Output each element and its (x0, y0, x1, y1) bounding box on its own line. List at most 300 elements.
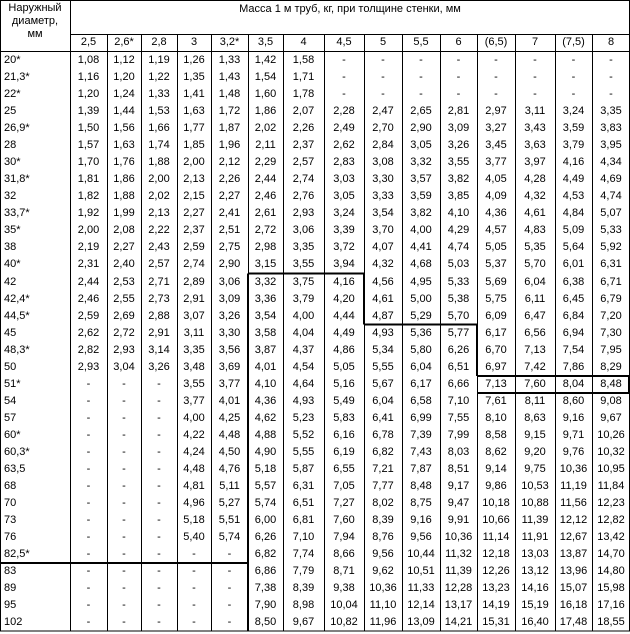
mass-cell: 1,88 (148, 156, 170, 169)
thickness-header: 2,5 (80, 36, 97, 48)
mass-cell: 11,39 (445, 565, 472, 578)
mass-cell: 1,76 (113, 156, 135, 169)
mass-cell: 5,35 (524, 241, 546, 254)
mass-cell: 6,04 (524, 275, 546, 288)
mass-cell: - (456, 54, 461, 66)
mass-cell: 3,94 (333, 258, 355, 271)
mass-cell: 10,44 (407, 548, 435, 561)
mass-cell: 2,91 (183, 292, 205, 305)
mass-cell: 3,77 (183, 394, 205, 407)
mass-cell: 1,86 (113, 173, 135, 186)
mass-cell: 3,69 (218, 360, 241, 373)
mass-cell: 9,71 (562, 428, 585, 441)
diameter-cell: 102 (4, 616, 23, 629)
mass-cell: 4,62 (254, 411, 277, 424)
diameter-cell: 82,5* (4, 548, 30, 561)
mass-cell: 2,27 (113, 241, 135, 254)
mass-cell: - (122, 462, 126, 475)
mass-cell: 2,47 (372, 105, 394, 118)
mass-cell: 2,22 (148, 224, 170, 237)
mass-cell: - (227, 599, 232, 612)
mass-cell: - (227, 582, 232, 595)
mass-cell: 9,56 (410, 531, 432, 544)
mass-cell: 4,09 (485, 190, 507, 203)
mass-cell: 4,61 (372, 292, 394, 305)
mass-cell: 8,48 (410, 480, 432, 492)
mass-cell: 4,28 (524, 173, 546, 186)
mass-cell: - (342, 71, 346, 84)
mass-cell: 3,27 (485, 122, 507, 135)
mass-cell: - (122, 616, 126, 629)
mass-cell: 9,76 (562, 445, 585, 458)
diameter-cell: 22* (4, 88, 21, 101)
mass-cell: 6,04 (372, 394, 394, 407)
mass-cell: 8,75 (410, 497, 432, 510)
mass-cell: 7,94 (333, 531, 355, 544)
mass-cell: 15,98 (597, 582, 625, 595)
mass-cell: 2,07 (292, 105, 315, 118)
mass-cell: 3,77 (485, 156, 507, 169)
mass-cell: 4,01 (218, 394, 241, 407)
mass-cell: 7,99 (447, 428, 470, 441)
mass-cell: 3,11 (524, 105, 546, 118)
mass-cell: 1,12 (113, 54, 135, 66)
mass-cell: 7,60 (333, 514, 355, 527)
mass-cell: 16,40 (521, 616, 549, 629)
mass-cell: 4,96 (183, 497, 205, 510)
mass-cell: - (122, 497, 126, 510)
mass-cell: 2,75 (218, 241, 241, 254)
mass-cell: 7,42 (524, 360, 546, 373)
mass-cell: 2,27 (183, 207, 205, 220)
mass-cell: 11,84 (597, 480, 625, 492)
thickness-header: 4,5 (336, 36, 352, 48)
mass-cell: 5,18 (254, 462, 277, 475)
mass-cell: 3,43 (524, 122, 546, 135)
mass-cell: 1,50 (77, 122, 100, 135)
mass-cell: 5,64 (562, 241, 585, 254)
mass-cell: 7,55 (447, 411, 470, 424)
mass-cell: 3,26 (447, 139, 470, 152)
mass-cell: 3,06 (292, 224, 315, 237)
mass-cell: - (86, 531, 91, 544)
diameter-cell: 31,8* (4, 173, 30, 186)
mass-cell: 4,76 (218, 462, 241, 475)
mass-cell: 2,93 (113, 343, 135, 356)
diameter-cell: 73 (4, 514, 17, 527)
mass-cell: 2,00 (183, 156, 205, 169)
mass-cell: 3,83 (600, 122, 622, 135)
mass-cell: - (571, 88, 576, 101)
mass-cell: 14,80 (597, 565, 625, 578)
mass-cell: 4,48 (183, 462, 205, 475)
mass-cell: 1,63 (113, 139, 135, 152)
mass-cell: 4,32 (524, 190, 546, 203)
mass-cell: 7,10 (447, 394, 470, 407)
mass-cell: 1,57 (77, 139, 100, 152)
mass-cell: 5,33 (447, 275, 470, 288)
diameter-cell: 25 (4, 105, 17, 118)
mass-cell: - (122, 428, 126, 441)
mass-cell: - (157, 531, 161, 544)
mass-cell: 2,90 (218, 258, 241, 271)
mass-cell: 3,58 (254, 326, 277, 339)
mass-cell: 4,00 (183, 411, 205, 424)
mass-cell: 1,26 (183, 54, 205, 66)
mass-cell: 10,82 (330, 616, 358, 629)
mass-cell: 3,79 (562, 139, 585, 152)
mass-cell: 1,86 (254, 105, 277, 118)
mass-cell: - (157, 599, 161, 612)
mass-cell: 4,04 (292, 326, 315, 339)
mass-cell: 6,38 (562, 275, 585, 288)
mass-cell: - (86, 480, 91, 492)
mass-cell: 5,11 (219, 480, 240, 492)
mass-cell: 12,14 (407, 599, 435, 612)
mass-cell: 3,09 (218, 292, 241, 305)
mass-cell: 5,05 (485, 241, 507, 254)
mass-cell: 7,13 (485, 377, 507, 390)
mass-cell: 5,70 (447, 309, 470, 322)
mass-cell: 2,72 (254, 224, 277, 237)
mass-cell: 9,08 (600, 394, 622, 407)
diameter-cell: 54 (4, 394, 17, 407)
mass-cell: - (86, 462, 91, 475)
mass-cell: 5,07 (600, 207, 622, 220)
mass-cell: 8,02 (372, 497, 394, 510)
mass-cell: 1,58 (292, 54, 315, 66)
mass-cell: 2,93 (77, 360, 100, 373)
mass-cell: 8,04 (562, 377, 585, 390)
diameter-cell: 48,3* (4, 343, 30, 356)
mass-cell: 4,56 (372, 275, 394, 288)
mass-cell: 5,16 (333, 377, 355, 390)
mass-cell: - (122, 599, 126, 612)
mass-cell: 1,85 (183, 139, 205, 152)
mass-cell: 3,82 (447, 173, 470, 186)
mass-cell: 10,36 (559, 462, 588, 475)
mass-cell: 2,08 (113, 224, 135, 237)
mass-cell: 3,14 (148, 343, 170, 356)
diameter-cell: 50 (4, 360, 17, 373)
mass-cell: 4,64 (292, 377, 315, 390)
mass-cell: 5,49 (333, 394, 355, 407)
mass-cell: 1,72 (218, 105, 241, 118)
mass-cell: - (192, 548, 196, 561)
mass-cell: 3,35 (600, 105, 622, 118)
mass-cell: 15,19 (521, 599, 549, 612)
mass-cell: 1,87 (218, 122, 241, 135)
mass-cell: 3,30 (372, 173, 394, 186)
mass-cell: 11,14 (482, 531, 510, 544)
mass-cell: 3,06 (218, 275, 241, 288)
mass-cell: 6,01 (562, 258, 585, 271)
mass-cell: 2,28 (333, 105, 355, 118)
mass-cell: 6,31 (292, 480, 315, 492)
mass-cell: 5,37 (485, 258, 507, 271)
mass-cell: 3,59 (562, 122, 585, 135)
mass-cell: 3,07 (183, 309, 205, 322)
mass-cell: 1,82 (77, 190, 100, 203)
mass-cell: 11,56 (560, 497, 587, 510)
mass-cell: 4,74 (600, 190, 622, 203)
mass-cell: 3,82 (410, 207, 432, 220)
mass-cell: 9,62 (372, 565, 394, 578)
mass-cell: 1,33 (148, 88, 170, 101)
mass-cell: 4,68 (410, 258, 432, 271)
mass-cell: 6,78 (372, 428, 394, 441)
mass-cell: 11,91 (521, 531, 549, 544)
mass-cell: 1,35 (183, 71, 205, 84)
mass-cell: - (419, 71, 423, 84)
mass-cell: 10,53 (521, 480, 549, 492)
mass-cell: 3,35 (292, 241, 315, 254)
mass-cell: 5,09 (562, 224, 585, 237)
mass-cell: 2,00 (148, 173, 170, 186)
mass-cell: 13,12 (521, 565, 549, 578)
mass-cell: 7,21 (372, 462, 394, 475)
mass-cell: 2,15 (183, 190, 205, 203)
mass-cell: - (609, 71, 613, 84)
thickness-header: 2,6* (114, 36, 134, 48)
mass-cell: 7,86 (562, 360, 585, 373)
mass-cell: 10,18 (482, 497, 510, 510)
mass-cell: 5,55 (292, 445, 315, 458)
thickness-header: 5 (379, 36, 387, 48)
mass-cell: - (533, 88, 537, 101)
thickness-header: 5,5 (413, 36, 429, 48)
mass-cell: 1,78 (292, 88, 315, 101)
diameter-cell: 38 (4, 241, 17, 254)
mass-cell: 11,33 (407, 582, 435, 595)
mass-cell: 11,10 (369, 599, 397, 612)
mass-cell: 2,37 (292, 139, 315, 152)
mass-cell: 3,04 (113, 360, 135, 373)
thickness-header: 3,5 (257, 36, 274, 48)
diameter-cell: 33,7* (4, 207, 30, 220)
mass-cell: 6,11 (524, 292, 546, 305)
mass-cell: - (157, 394, 161, 407)
mass-cell: - (86, 445, 91, 458)
mass-cell: 6,19 (333, 445, 355, 458)
mass-cell: 2,02 (254, 122, 277, 135)
mass-cell: 2,72 (113, 326, 135, 339)
mass-cell: 1,20 (113, 71, 135, 84)
mass-cell: 7,60 (524, 377, 546, 390)
mass-cell: 10,32 (597, 445, 625, 458)
mass-cell: 2,26 (218, 173, 241, 186)
mass-cell: 5,40 (183, 531, 205, 544)
mass-cell: - (342, 54, 346, 66)
mass-cell: 1,43 (218, 71, 241, 84)
mass-cell: 8,48 (600, 377, 622, 390)
diameter-cell: 26,9* (4, 122, 30, 135)
mass-cell: 2,90 (410, 122, 432, 135)
mass-cell: 6,55 (333, 462, 355, 475)
mass-cell: 2,26 (292, 122, 315, 135)
mass-cell: 2,84 (372, 139, 394, 152)
mass-cell: 5,03 (447, 258, 470, 271)
mass-cell: - (122, 548, 126, 561)
mass-cell: 15,31 (482, 616, 510, 629)
mass-cell: 17,16 (597, 599, 625, 612)
mass-cell: - (157, 377, 161, 390)
mass-cell: 3,72 (333, 241, 355, 254)
mass-cell: 3,95 (600, 139, 622, 152)
mass-cell: 5,57 (254, 480, 277, 492)
mass-cell: - (533, 54, 537, 66)
mass-cell: 2,13 (183, 173, 205, 186)
mass-cell: 6,17 (485, 326, 507, 339)
mass-cell: 4,54 (292, 360, 315, 373)
mass-cell: 2,62 (77, 326, 100, 339)
mass-cell: 3,63 (524, 139, 546, 152)
mass-cell: 3,70 (372, 224, 394, 237)
mass-cell: 11,32 (445, 548, 472, 561)
mass-cell: - (157, 548, 161, 561)
mass-cell: 11,96 (369, 616, 397, 629)
mass-cell: - (122, 411, 126, 424)
mass-cell: 2,59 (77, 309, 100, 322)
mass-cell: 7,95 (600, 343, 622, 356)
mass-cell: 8,60 (562, 394, 585, 407)
mass-cell: 7,90 (254, 599, 277, 612)
mass-cell: - (381, 54, 385, 66)
mass-cell: 1,56 (113, 122, 135, 135)
mass-cell: 4,49 (562, 173, 585, 186)
mass-cell: 5,23 (292, 411, 315, 424)
mass-cell: 8,29 (600, 360, 622, 373)
mass-cell: 6,16 (333, 428, 355, 441)
mass-cell: - (122, 514, 126, 527)
mass-cell: 6,84 (562, 309, 585, 322)
diameter-cell: 20* (4, 54, 21, 66)
mass-cell: 1,96 (218, 139, 241, 152)
mass-cell: 9,16 (410, 514, 432, 527)
mass-cell: 4,10 (254, 377, 277, 390)
mass-cell: 2,62 (333, 139, 355, 152)
mass-cell: 13,23 (482, 582, 510, 595)
mass-cell: 14,70 (597, 548, 625, 561)
mass-cell: 1,48 (218, 88, 241, 101)
mass-cell: 6,86 (254, 565, 277, 578)
mass-cell: 3,54 (254, 309, 277, 322)
mass-cell: 3,55 (183, 377, 205, 390)
mass-cell: 10,04 (330, 599, 358, 612)
mass-cell: 10,36 (444, 531, 473, 544)
mass-cell: 1,39 (77, 105, 100, 118)
mass-cell: 4,83 (524, 224, 546, 237)
mass-cell: 5,29 (410, 309, 432, 322)
mass-cell: 4,16 (333, 275, 355, 288)
mass-cell: 3,05 (410, 139, 432, 152)
mass-cell: 5,55 (372, 360, 394, 373)
mass-cell: 2,82 (77, 343, 100, 356)
diameter-header-line-1: Наружный (8, 2, 62, 14)
mass-cell: - (122, 480, 126, 492)
thickness-header: (6,5) (484, 36, 508, 48)
diameter-cell: 76 (4, 531, 17, 544)
mass-cell: - (157, 582, 161, 595)
mass-cell: 1,71 (292, 71, 315, 84)
mass-cell: - (86, 616, 91, 629)
diameter-cell: 60* (4, 428, 21, 441)
mass-cell: 4,16 (562, 156, 585, 169)
mass-cell: 2,91 (148, 326, 170, 339)
mass-cell: - (122, 531, 126, 544)
mass-cell: - (342, 88, 346, 101)
mass-cell: 5,70 (524, 258, 546, 271)
diameter-cell: 28 (4, 139, 17, 152)
mass-cell: - (419, 88, 423, 101)
mass-cell: 1,24 (113, 88, 135, 101)
mass-cell: 2,76 (292, 190, 315, 203)
mass-cell: 6,97 (485, 360, 507, 373)
mass-cell: 2,37 (183, 224, 205, 237)
mass-cell: 4,50 (218, 445, 241, 458)
mass-cell: 2,27 (218, 190, 241, 203)
mass-cell: 4,81 (183, 480, 205, 492)
thickness-header: 6 (455, 36, 462, 48)
mass-cell: 8,62 (485, 445, 507, 458)
mass-cell: 3,35 (183, 343, 205, 356)
mass-cell: 2,44 (77, 275, 100, 288)
mass-cell: 16,18 (559, 599, 588, 612)
mass-cell: - (157, 616, 161, 629)
mass-cell: 1,66 (148, 122, 170, 135)
mass-cell: 4,61 (524, 207, 546, 220)
mass-cell: 2,89 (183, 275, 205, 288)
mass-cell: 3,55 (447, 156, 470, 169)
mass-cell: 3,54 (372, 207, 394, 220)
mass-cell: 1,92 (77, 207, 100, 220)
mass-cell: 9,38 (333, 582, 355, 595)
mass-cell: 3,03 (333, 173, 355, 186)
mass-cell: - (381, 71, 385, 84)
mass-cell: 1,41 (183, 88, 205, 101)
mass-cell: 9,86 (485, 480, 507, 492)
mass-title-header: Масса 1 м труб, кг, при толщине стенки, мм (239, 3, 461, 15)
mass-cell: 4,49 (333, 326, 355, 339)
thickness-header: 7 (531, 36, 539, 48)
mass-cell: - (533, 71, 537, 84)
mass-cell: 3,45 (485, 139, 507, 152)
mass-cell: 6,82 (372, 445, 394, 458)
mass-cell: - (227, 616, 232, 629)
mass-cell: 1,33 (218, 54, 241, 66)
mass-cell: 7,27 (333, 497, 355, 510)
thickness-header: 8 (607, 36, 615, 48)
diameter-cell: 40* (4, 258, 21, 271)
mass-cell: 3,59 (410, 190, 432, 203)
mass-cell: 2,44 (254, 173, 277, 186)
mass-cell: - (86, 599, 91, 612)
mass-cell: 3,26 (218, 309, 241, 322)
mass-cell: 7,10 (292, 531, 315, 544)
mass-cell: 10,95 (597, 462, 625, 475)
mass-cell: 6,71 (600, 275, 622, 288)
thickness-header: 2,8 (151, 36, 167, 48)
mass-cell: 1,08 (77, 54, 100, 66)
mass-cell: 5,05 (333, 360, 355, 373)
mass-cell: 1,77 (183, 122, 205, 135)
mass-cell: 2,11 (255, 139, 276, 152)
mass-cell: 2,57 (148, 258, 170, 271)
mass-cell: 14,19 (482, 599, 510, 612)
mass-cell: 1,20 (77, 88, 100, 101)
diameter-cell: 68 (4, 480, 17, 492)
mass-cell: 5,00 (410, 292, 432, 305)
